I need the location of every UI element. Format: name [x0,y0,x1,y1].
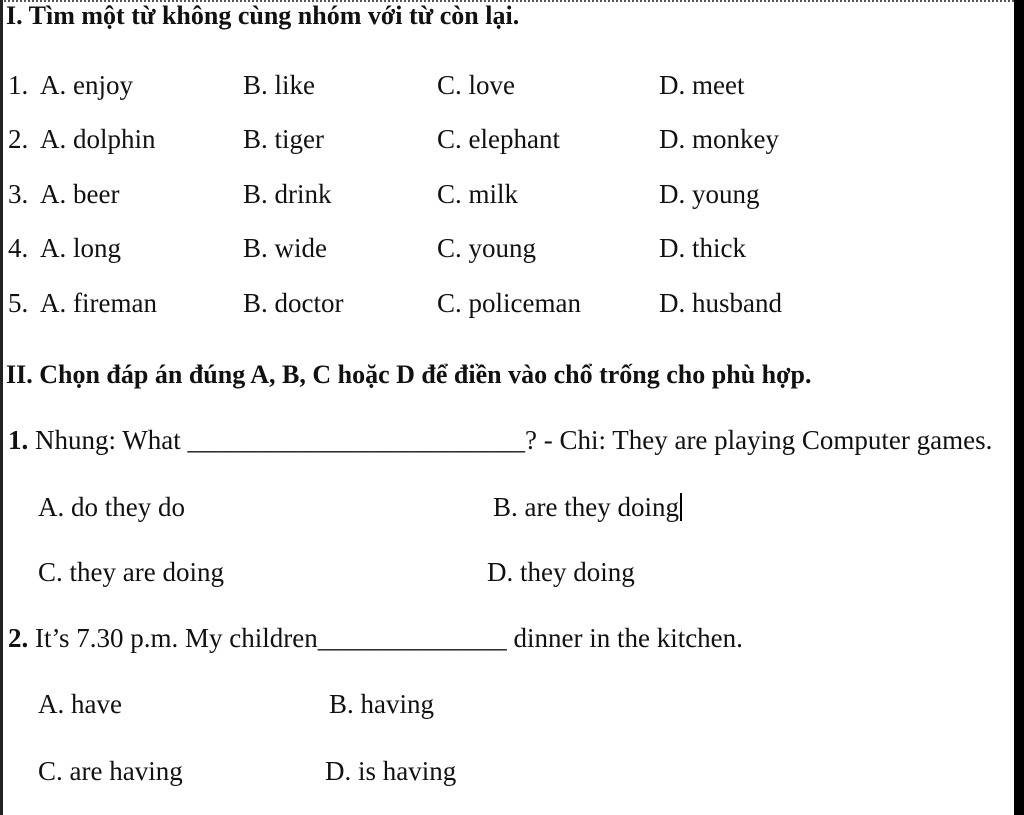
q2-option-b: B. having [329,689,434,719]
option-c: C. elephant [437,124,560,154]
option-b: B. tiger [243,124,324,154]
q1-option-d: D. they doing [487,557,635,587]
option-c: C. young [437,233,537,263]
q2-option-a: A. have [38,689,122,719]
row-number: 2. [8,124,29,154]
row-number: 1. [8,70,29,100]
option-d: D. monkey [659,124,779,154]
row-number: 3. [8,179,29,209]
option-d: D. husband [659,288,782,318]
option-c: C. policeman [437,288,581,318]
section-1-heading: I. Tìm một từ không cùng nhóm với từ còn lại. [6,1,520,30]
option-a: A. enjoy [40,70,133,100]
question-text-after: dinner in the kitchen. [506,623,743,653]
row-number: 4. [8,233,29,263]
row-number: 5. [8,288,29,318]
question-number: 1. [8,425,29,455]
option-b: B. wide [243,233,327,263]
q1-option-b-text: B. are they doing [493,492,679,522]
section-2-heading: II. Chọn đáp án đúng A, B, C hoặc D để điền vào chổ trống cho phù hợp. [6,360,812,389]
answer-blank: _________________________ [187,425,525,455]
left-border [0,0,3,815]
q1-option-a: A. do they do [38,492,185,522]
q2-option-c: C. are having [38,756,183,786]
answer-blank: ______________ [317,623,507,653]
option-d: D. young [659,179,760,209]
question-text-after: ? - Chi: They are playing Computer games. [524,425,993,455]
option-d: D. meet [659,70,745,100]
q1-option-c: C. they are doing [38,557,224,587]
option-a: A. beer [40,179,120,209]
question-2 [8,622,743,654]
option-b: B. drink [243,179,332,209]
question-number: 2. [8,623,29,653]
option-a: A. fireman [40,288,157,318]
q1-option-b [493,491,682,523]
q2-option-d: D. is having [325,756,457,786]
question-text-before: Nhung: What [28,425,188,455]
option-c: C. milk [437,179,519,209]
text-cursor [680,493,682,521]
option-b: B. doctor [243,288,344,318]
option-a: A. dolphin [40,124,156,154]
option-d: D. thick [659,233,746,263]
option-a: A. long [40,233,121,263]
question-text-before: It’s 7.30 p.m. My children [28,623,318,653]
question-1 [8,424,992,456]
option-c: C. love [437,70,515,100]
option-b: B. like [243,70,315,100]
